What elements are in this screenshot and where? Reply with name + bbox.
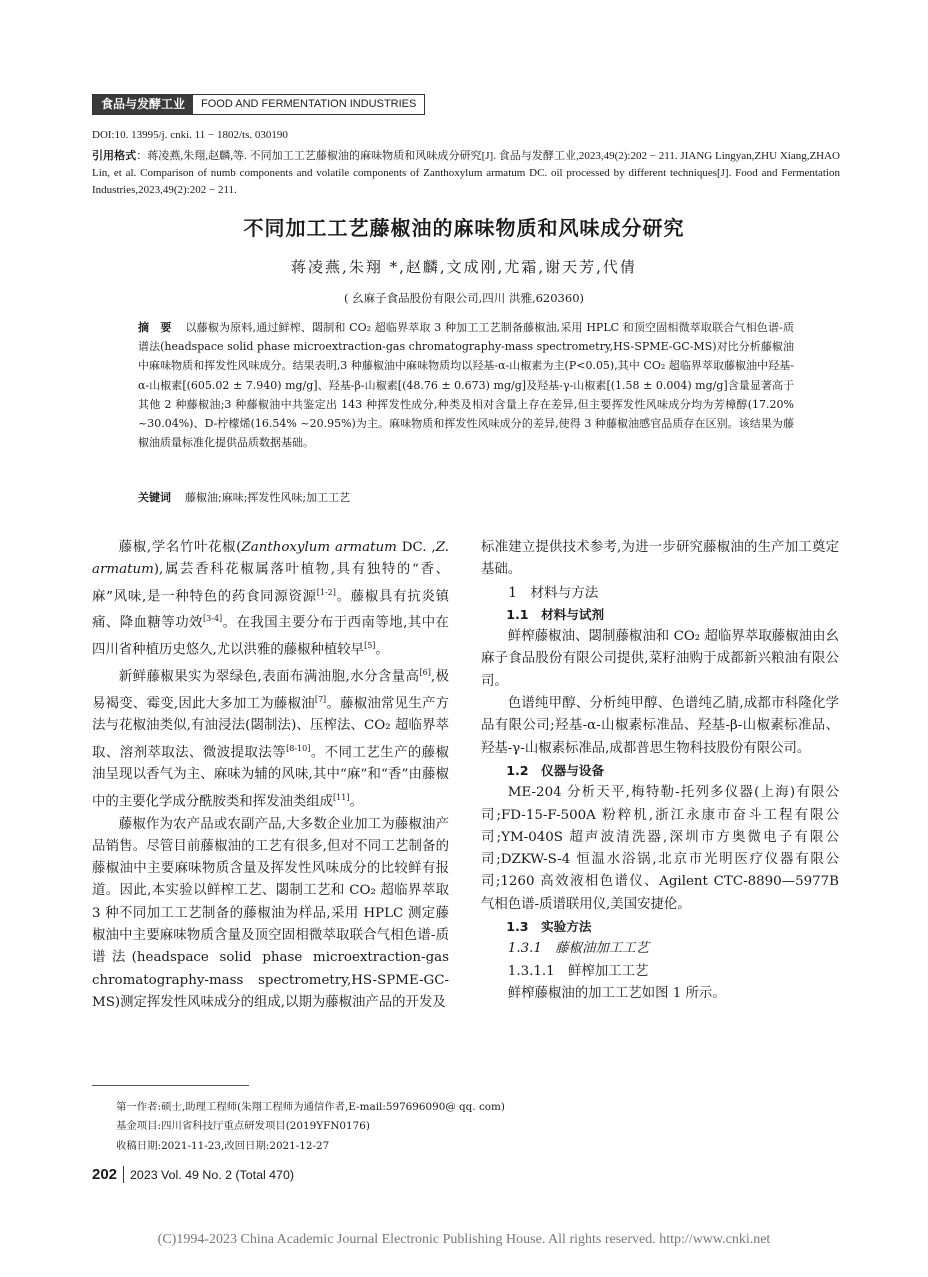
footnote-divider	[92, 1085, 249, 1086]
section-heading-1: 1 材料与方法	[508, 584, 599, 601]
text: ),属芸香科花椒属落叶植物,具有独特的“香、麻”风味,是一种特色的药食同源资源	[92, 562, 449, 605]
text: 。藤椒油常见生产方法与花椒油类似,有油浸法(閟制法)、压榨法、CO₂ 超临界萃取、溶剂萃取法、微波提取法等	[92, 696, 449, 761]
text: DC. ,	[396, 540, 436, 555]
citation-ref[interactable]: [8-10]	[286, 743, 311, 753]
citation-ref[interactable]: [3-4]	[203, 614, 223, 624]
species-abbrev: Z. armatum	[92, 540, 450, 578]
journal-name-cn: 食品与发酵工业	[93, 95, 193, 114]
copyright-notice: (C)1994-2023 China Academic Journal Electronic Publishing House. All rights reserved. http://www.cnki.net	[157, 1232, 771, 1247]
intro-paragraph-2	[92, 662, 449, 814]
text: 。在我国主要分布于西南等地,其中在四川省种植历史悠久,尤以洪雅的藤椒种植较早	[92, 615, 449, 658]
affiliation: ( 幺麻子食品股份有限公司,四川 洪雅,620360)	[344, 291, 584, 305]
process-paragraph: 鲜榨藤椒油的加工工艺如图 1 所示。	[507, 985, 726, 1001]
section-heading-1-2: 1.2 仪器与设备	[506, 762, 605, 778]
citation-ref[interactable]: [5]	[364, 641, 376, 651]
intro-paragraph-3-cont: 标准建立提供技术参考,为进一步研究藤椒油的生产加工奠定基础。	[481, 540, 839, 578]
text: 。不同工艺生产的藤椒油呈现以香气为主、麻味为辅的风味,其中“麻”和“香”由藤椒中的主要化学成分酰胺类和挥发油类组成	[92, 745, 450, 810]
page-number: 202	[92, 1166, 124, 1183]
materials-paragraph-1: 鲜榨藤椒油、閟制藤椒油和 CO₂ 超临界萃取藤椒油由幺麻子食品股份有限公司提供,菜籽油购于成都新兴粮油有限公司。	[481, 629, 839, 689]
species-name: Zanthoxylum armatum	[241, 540, 397, 555]
intro-paragraph-1	[92, 537, 449, 662]
footnote-fund: 基金项目:四川省科技厅重点研发项目(2019YFN0176)	[116, 1120, 370, 1133]
abstract	[138, 318, 794, 452]
footnote-dates: 收稿日期:2021-11-23,改回日期:2021-12-27	[116, 1139, 330, 1152]
keywords	[138, 489, 794, 505]
left-column	[92, 537, 449, 1014]
section-heading-1-1: 1.1 材料与试剂	[506, 606, 605, 622]
abstract-label: 摘 要	[138, 321, 172, 334]
instruments-paragraph: ME-204 分析天平,梅特勒-托列多仪器(上海)有限公司;FD-15-F-500A 粉粹机,浙江永康市奋斗工程有限公司;YM-040S 超声波清洗器,深圳市方奥微电子有限公司;DZKW-S-4 恒温水浴锅,北京市光明医疗仪器有限公司;1260 高效液相色谱仪、Agilent CTC-8890—5977B 气相色谱-质谱联用仪,美国安捷伦。	[481, 785, 839, 912]
text: ,极易褐变、霉变,因此大多加工为藤椒油	[92, 669, 450, 712]
journal-name-en: FOOD AND FERMENTATION INDUSTRIES	[201, 98, 417, 110]
text: 。	[375, 642, 389, 658]
text: 。	[349, 794, 363, 810]
citation-ref[interactable]: [1-2]	[316, 587, 336, 597]
keywords-label: 关键词	[138, 491, 171, 504]
paper-title: 不同加工工艺藤椒油的麻味物质和风味成分研究	[243, 216, 685, 240]
abstract-text: 以藤椒为原料,通过鲜榨、閟制和 CO₂ 超临界萃取 3 种加工工艺制备藤椒油,采用 HPLC 和顶空固相微萃取联合气相色谱-质谱法(headspace solid phase microextraction-gas chromatography-mass spectrometry,HS-SPME-GC-MS)对比分析藤椒油中麻味物质和挥发性风味成分。结果表明,3 种藤椒油中麻味物质均以羟基-α-山椒素为主(P<0.05),其中 CO₂ 超临界萃取藤椒油中羟基-α-山椒素[(605.02 ± 7.940) mg/g]、羟基-β-山椒素[(48.76 ± 0.673) mg/g]及羟基-γ-山椒素[(1.58 ± 0.004) mg/g]含量显著高于其他 2 种藤椒油;3 种藤椒油中共鉴定出 143 种挥发性成分,种类及相对含量上存在差异,但主要挥发性风味成分均为芳樟醇(17.20% ~30.04%)、D-柠檬烯(16.54% ~20.95%)为主。麻味物质和挥发性风味成分的差异,使得 3 种藤椒油感官品质存在区别。该结果为藤椒油质量标准化提供品质数据基础。	[138, 321, 794, 450]
footnote-first-author: 第一作者:硕士,助理工程师(朱翔工程师为通信作者,E-mail:597696090@ qq. com)	[116, 1101, 505, 1113]
text: 。藤椒具有抗炎镇痛、降血糖等功效	[92, 589, 449, 631]
page-footer	[92, 1166, 294, 1183]
text: 新鲜藤椒果实为翠绿色,表面布满油胞,水分含量高	[118, 669, 420, 685]
right-column	[481, 537, 839, 1005]
citation-ref[interactable]: [7]	[314, 694, 327, 704]
citation-ref[interactable]: [11]	[333, 792, 350, 802]
section-heading-1-3-1-1: 1.3.1.1 鲜榨加工工艺	[507, 963, 649, 979]
keywords-text: 藤椒油;麻味;挥发性风味;加工工艺	[185, 491, 351, 504]
citation-text: ：蒋凌燕,朱翔,赵麟,等. 不同加工工艺藤椒油的麻味物质和风味成分研究[J]. 食品与发酵工业,2023,49(2):202 − 211. JIANG Lingyan,ZHU Xiang,ZHAO Lin, et al. Comparison of numb components and volatile components of Zanthoxylum armatum DC. oil processed by different techniques[J]. Food and Fermentation Industries,2023,49(2):202 − 211.	[92, 150, 840, 196]
authors: 蒋凌燕,朱翔 *,赵麟,文成刚,尤霜,谢天芳,代倩	[291, 258, 637, 276]
citation-ref[interactable]: [6]	[419, 667, 431, 677]
journal-header	[92, 94, 425, 115]
text: 藤椒,学名竹叶花椒(	[118, 540, 242, 555]
volume-info: 2023 Vol. 49 No. 2 (Total 470)	[130, 1167, 294, 1182]
doi: DOI:10. 13995/j. cnki. 11 − 1802/ts. 030190	[92, 129, 288, 141]
intro-paragraph-3: 藤椒作为农产品或农副产品,大多数企业加工为藤椒油产品销售。尽管目前藤椒油的工艺有很多,但对不同工艺制备的藤椒油中主要麻味物质含量及挥发性风味成分的比较鲜有报道。因此,本实验以鲜榨工艺、閟制工艺和 CO₂ 超临界萃取 3 种不同加工工艺制备的藤椒油为样品,采用 HPLC 测定藤椒油中主要麻味物质含量及顶空固相微萃取联合气相色谱-质谱法(headspace solid phase microextraction-gas chromatography-mass spectrometry,HS-SPME-GC-MS)测定挥发性风味成分的组成,以期为藤椒油产品的开发及	[92, 816, 449, 1010]
section-heading-1-3-1	[481, 938, 839, 960]
citation	[92, 147, 840, 199]
materials-paragraph-2: 色谱纯甲醇、分析纯甲醇、色谱纯乙腈,成都市科隆化学品有限公司;羟基-α-山椒素标准品、羟基-β-山椒素标准品、羟基-γ-山椒素标准品,成都普思生物科技股份有限公司。	[481, 696, 839, 756]
footnotes	[116, 1098, 505, 1156]
citation-label: 引用格式	[92, 149, 137, 162]
section-heading-1-3: 1.3 实验方法	[506, 919, 592, 935]
heading-text: 1.3.1 藤椒油加工工艺	[507, 941, 649, 957]
